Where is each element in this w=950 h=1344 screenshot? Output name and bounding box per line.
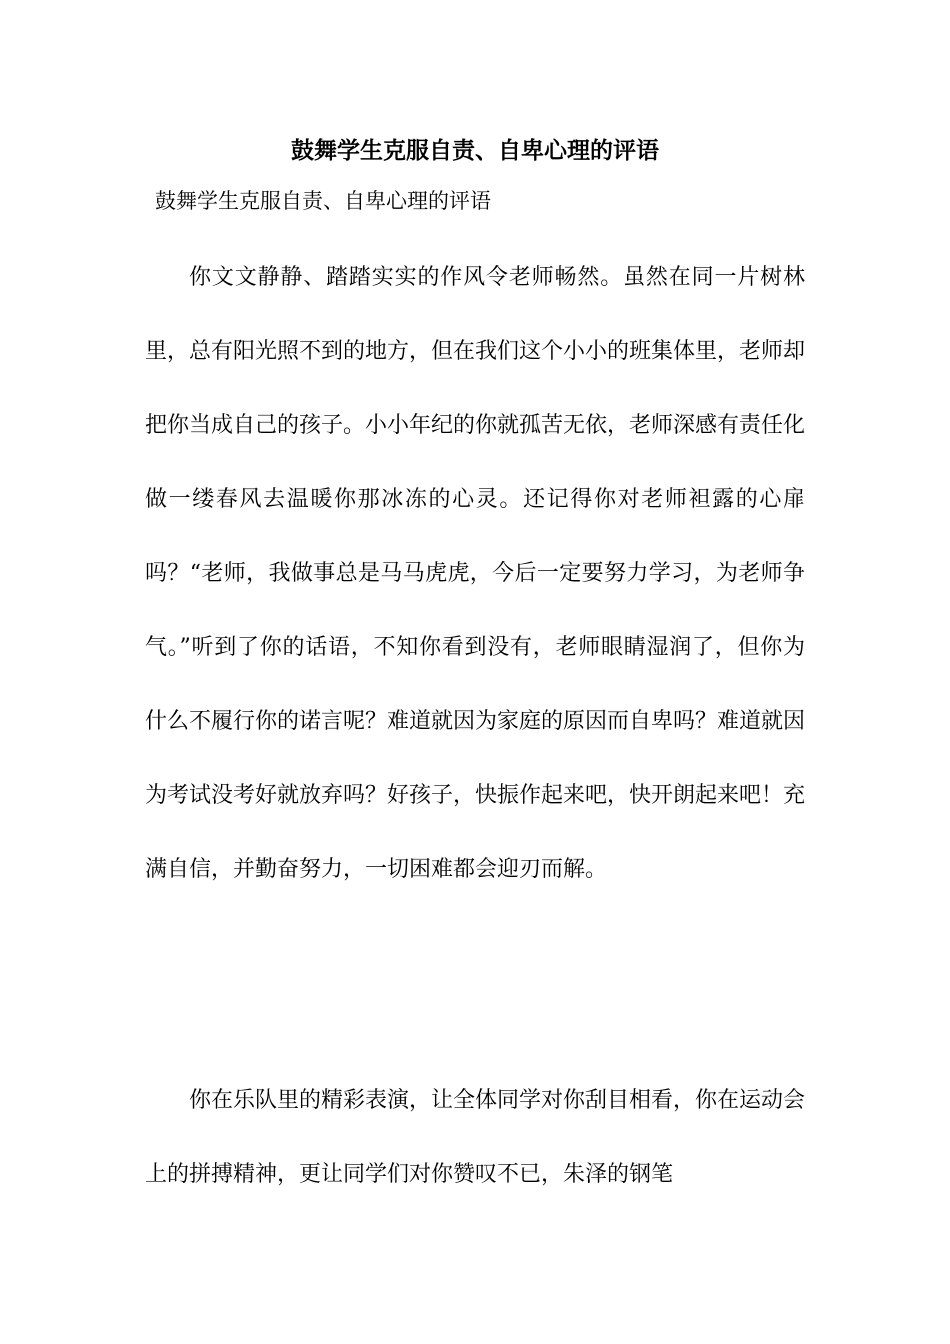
document-title: 鼓舞学生克服自责、自卑心理的评语 bbox=[291, 137, 659, 164]
document-subtitle: 鼓舞学生克服自责、自卑心理的评语 bbox=[155, 189, 491, 213]
paragraph-2: 你在乐队里的精彩表演，让全体同学对你刮目相看，你在运动会上的拼搏精神，更让同学们对你赞叹不已，朱泽的钢笔 bbox=[145, 1088, 806, 1187]
paragraph-1: 你文文静静、踏踏实实的作风令老师畅然。虽然在同一片树林里，总有阳光照不到的地方，但在我们这个小小的班集体里，老师却把你当成自己的孩子。小小年纪的你就孤苦无依，老师深感有责任化做一缕春风去温暖你那冰冻的心灵。还记得你对老师袒露的心扉吗？“老师，我做事总是马马虎虎，今后一定要努力学习，为老师争气。”听到了你的话语，不知你看到没有，老师眼睛湿润了，但你为什么不履行你的诺言呢？难道就因为家庭的原因而自卑吗？难道就因为考试没考好就放弃吗？好孩子，快振作起来吧，快开朗起来吧！充满自信，并勤奋努力，一切困难都会迎刃而解。 bbox=[145, 265, 806, 882]
